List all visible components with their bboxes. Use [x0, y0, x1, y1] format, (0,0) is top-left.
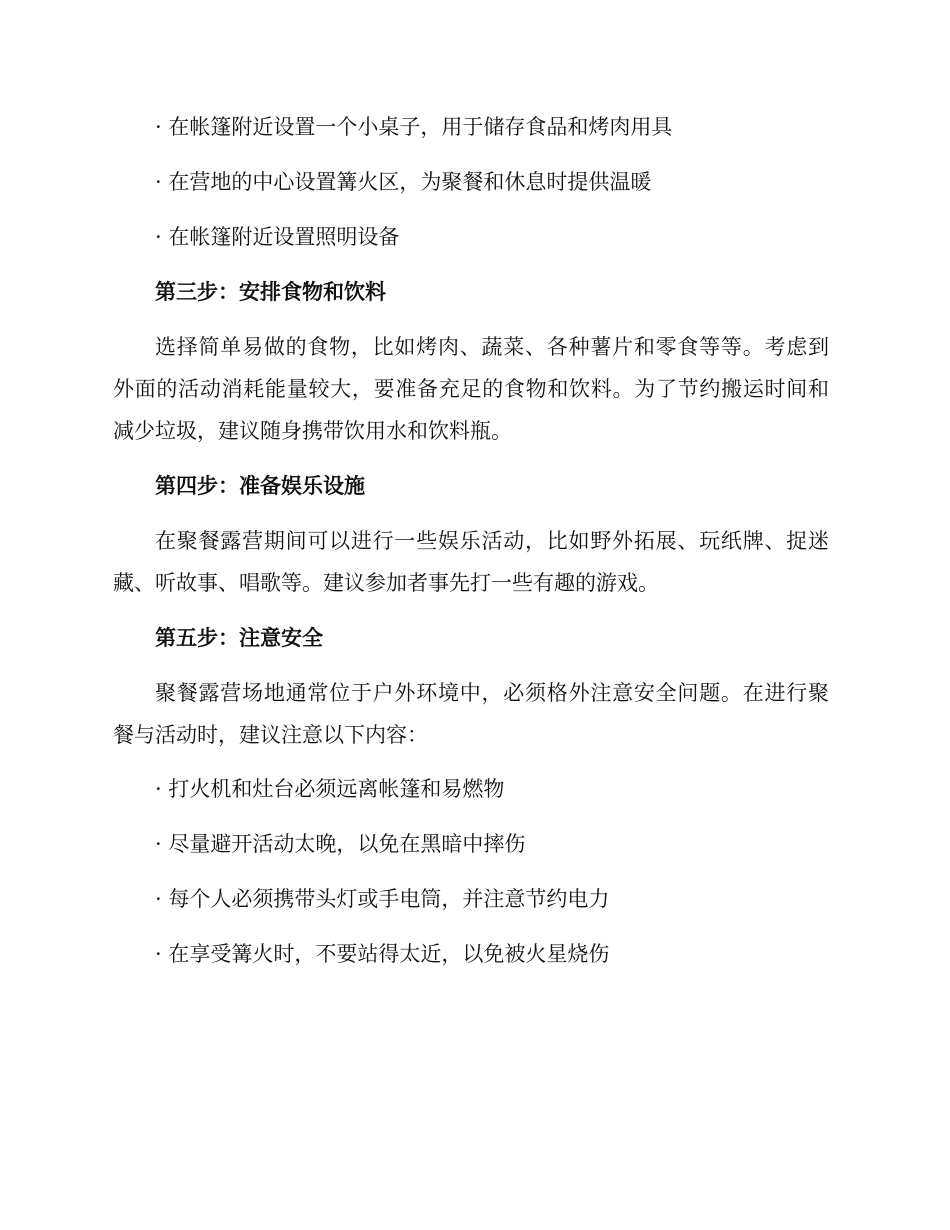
paragraph-line: 减少垃圾，建议随身携带饮用水和饮料瓶。 [113, 419, 512, 443]
paragraph-line: 聚餐露营场地通常位于户外环境中，必须格外注意安全问题。在进行聚 [155, 681, 829, 705]
section-heading: 第四步：准备娱乐设施 [155, 473, 365, 498]
section-heading: 第五步：注意安全 [155, 625, 323, 650]
paragraph-line: 在聚餐露营期间可以进行一些娱乐活动，比如野外拓展、玩纸牌、捉迷 [155, 529, 829, 553]
paragraph-line: 藏、听故事、唱歌等。建议参加者事先打一些有趣的游戏。 [113, 571, 659, 595]
bullet-item: · 尽量避开活动太晚，以免在黑暗中摔伤 [155, 832, 526, 856]
paragraph-line: 外面的活动消耗能量较大，要准备充足的食物和饮料。为了节约搬运时间和 [113, 377, 829, 401]
bullet-item: · 打火机和灶台必须远离帐篷和易燃物 [155, 777, 505, 801]
bullet-item: · 在帐篷附近设置照明设备 [155, 225, 400, 249]
paragraph-line: 餐与活动时，建议注意以下内容： [113, 723, 428, 747]
bullet-item: · 在营地的中心设置篝火区，为聚餐和休息时提供温暖 [155, 170, 652, 194]
bullet-item: · 每个人必须携带头灯或手电筒，并注意节约电力 [155, 887, 610, 911]
paragraph-line: 选择简单易做的食物，比如烤肉、蔬菜、各种薯片和零食等等。考虑到 [155, 335, 829, 359]
section-heading: 第三步：安排食物和饮料 [155, 279, 386, 304]
bullet-item: · 在帐篷附近设置一个小桌子，用于储存食品和烤肉用具 [155, 115, 673, 139]
bullet-item: · 在享受篝火时，不要站得太近，以免被火星烧伤 [155, 942, 610, 966]
